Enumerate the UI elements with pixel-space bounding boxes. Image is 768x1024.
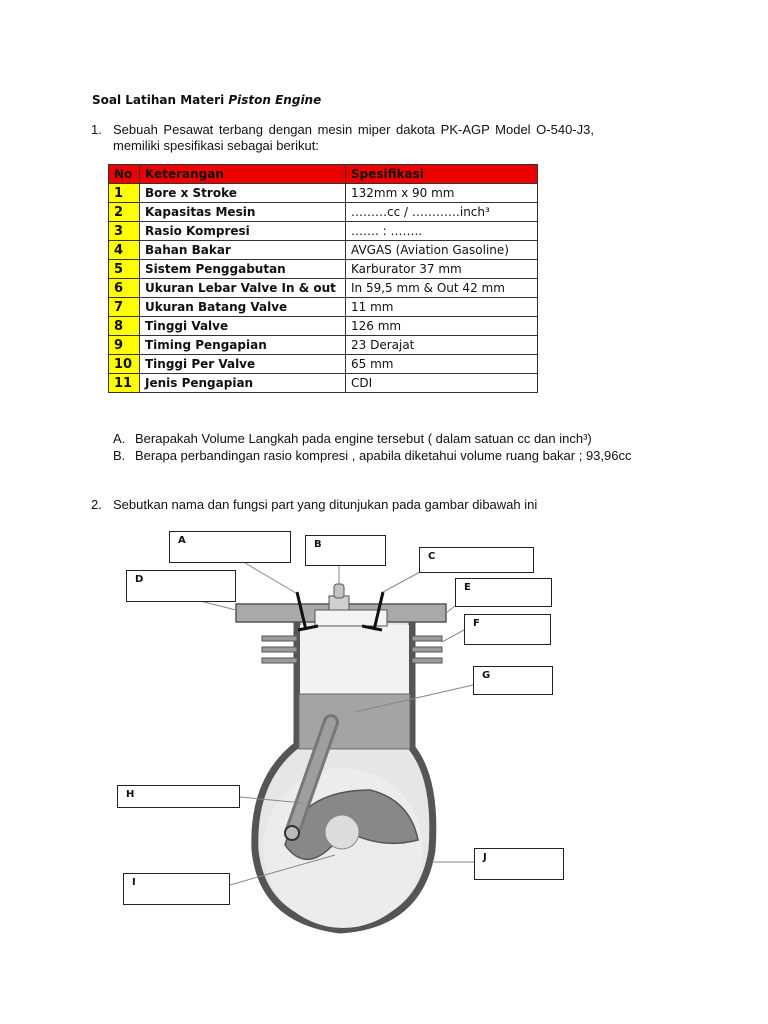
row-number: 8 <box>109 317 140 336</box>
row-number: 11 <box>109 374 140 393</box>
row-spesifikasi: AVGAS (Aviation Gasoline) <box>346 241 538 260</box>
row-number: 5 <box>109 260 140 279</box>
subquestion-b-letter: B. <box>113 448 126 463</box>
label-d: D <box>135 574 144 585</box>
label-box-b <box>305 535 386 566</box>
row-number: 3 <box>109 222 140 241</box>
title-prefix: Soal Latihan Materi <box>92 93 229 107</box>
label-j: J <box>483 852 487 863</box>
subquestion-a-letter: A. <box>113 431 126 446</box>
row-keterangan: Timing Pengapian <box>140 336 346 355</box>
row-spesifikasi: Karburator 37 mm <box>346 260 538 279</box>
row-spesifikasi: In 59,5 mm & Out 42 mm <box>346 279 538 298</box>
row-keterangan: Ukuran Lebar Valve In & out <box>140 279 346 298</box>
title-emphasis: Piston Engine <box>228 93 322 107</box>
question-2-number: 2. <box>91 497 102 512</box>
row-keterangan: Ukuran Batang Valve <box>140 298 346 317</box>
label-c: C <box>428 551 436 562</box>
label-box-j <box>474 848 564 880</box>
row-spesifikasi: ……. : …….. <box>346 222 538 241</box>
label-i: I <box>132 877 136 888</box>
question-1-number: 1. <box>91 122 102 137</box>
header-keterangan: Keterangan <box>140 165 346 184</box>
label-box-i <box>123 873 230 905</box>
label-box-a <box>169 531 291 563</box>
row-keterangan: Kapasitas Mesin <box>140 203 346 222</box>
row-number: 10 <box>109 355 140 374</box>
row-spesifikasi: 23 Derajat <box>346 336 538 355</box>
row-number: 1 <box>109 184 140 203</box>
subquestion-a-text: Berapakah Volume Langkah pada engine tersebut ( dalam satuan cc dan inch³) <box>135 431 592 446</box>
row-number: 6 <box>109 279 140 298</box>
row-keterangan: Bore x Stroke <box>140 184 346 203</box>
crank-pin <box>285 826 299 840</box>
label-b: B <box>314 539 322 550</box>
row-spesifikasi: ………cc / …………inch³ <box>346 203 538 222</box>
label-box-g <box>473 666 553 695</box>
cooling-fins-left <box>262 636 297 663</box>
row-number: 7 <box>109 298 140 317</box>
label-f: F <box>473 618 480 629</box>
header-no: No <box>109 165 140 184</box>
row-keterangan: Rasio Kompresi <box>140 222 346 241</box>
spark-plug-tip <box>334 584 344 598</box>
row-keterangan: Bahan Bakar <box>140 241 346 260</box>
label-a: A <box>178 535 186 546</box>
row-spesifikasi: 11 mm <box>346 298 538 317</box>
question-1-line-1: Sebuah Pesawat terbang dengan mesin miper dakota PK-AGP Model O-540-J3, <box>113 122 594 137</box>
row-number: 2 <box>109 203 140 222</box>
piston <box>299 694 410 749</box>
label-box-f <box>464 614 551 645</box>
label-box-c <box>419 547 534 573</box>
subquestion-b-text: Berapa perbandingan rasio kompresi , apabila diketahui volume ruang bakar ; 93,96cc <box>135 448 632 463</box>
row-keterangan: Jenis Pengapian <box>140 374 346 393</box>
row-number: 9 <box>109 336 140 355</box>
row-keterangan: Tinggi Valve <box>140 317 346 336</box>
label-box-d <box>126 570 236 602</box>
label-box-h <box>117 785 240 808</box>
row-spesifikasi: 126 mm <box>346 317 538 336</box>
row-keterangan: Tinggi Per Valve <box>140 355 346 374</box>
label-e: E <box>464 582 471 593</box>
question-2-text: Sebutkan nama dan fungsi part yang ditunjukan pada gambar dibawah ini <box>113 497 538 512</box>
header-spesifikasi: Spesifikasi <box>346 165 538 184</box>
row-spesifikasi: 132mm x 90 mm <box>346 184 538 203</box>
cooling-fins-right <box>412 636 442 663</box>
question-1-line-2: memiliki spesifikasi sebagai berikut: <box>113 138 319 153</box>
label-box-e <box>455 578 552 607</box>
row-spesifikasi: 65 mm <box>346 355 538 374</box>
crankshaft <box>325 815 359 849</box>
row-keterangan: Sistem Penggabutan <box>140 260 346 279</box>
row-number: 4 <box>109 241 140 260</box>
row-spesifikasi: CDI <box>346 374 538 393</box>
label-h: H <box>126 789 135 800</box>
label-g: G <box>482 670 491 681</box>
